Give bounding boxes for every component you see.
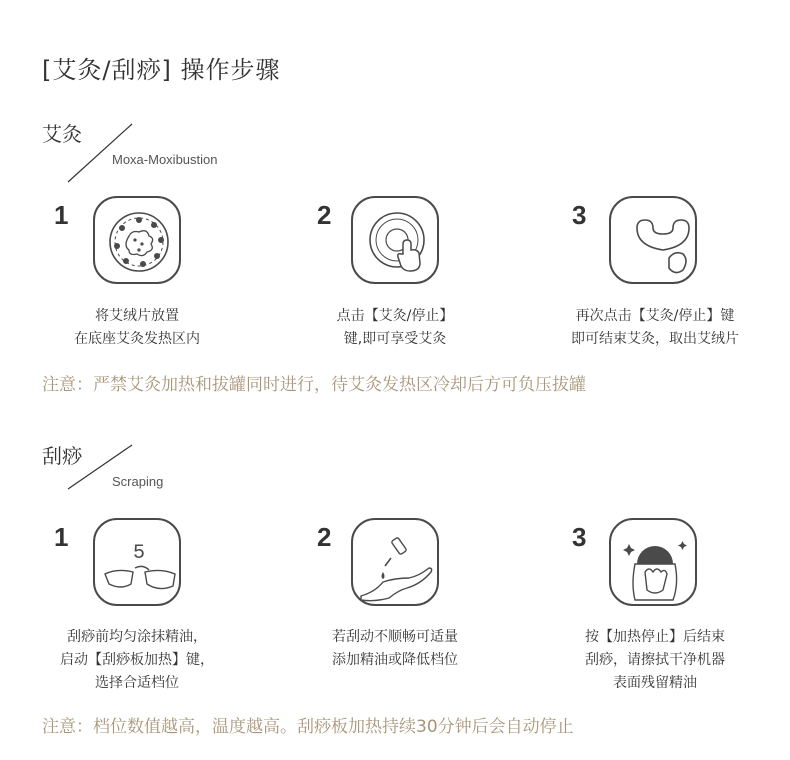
caption-line: 启动【刮痧板加热】键， <box>60 652 214 668</box>
caption-line: 表面残留精油 <box>613 675 697 691</box>
step-number: 1 <box>54 200 69 230</box>
caption-line: 即可结束艾灸，取出艾绒片 <box>571 331 739 347</box>
section-scraping-title: 刮痧 <box>42 444 82 468</box>
caption-line: 选择合适档位 <box>95 675 179 691</box>
step-caption <box>285 626 505 672</box>
caption-line: 键,即可享受艾灸 <box>343 331 447 347</box>
page-title: [艾灸/刮痧] 操作步骤 <box>42 56 281 84</box>
caption-line: 在底座艾灸发热区内 <box>74 331 200 347</box>
section-moxa-title: 艾灸 <box>42 122 82 146</box>
step-number: 3 <box>572 522 587 552</box>
scraping-note: 注意：档位数值越高，温度越高。刮痧板加热持续30分钟后会自动停止 <box>42 717 574 737</box>
caption-line: 将艾绒片放置 <box>95 308 179 324</box>
section-scraping-subtitle: Scraping <box>112 474 164 489</box>
moxa-base-icon <box>93 196 181 284</box>
press-button-icon <box>351 196 439 284</box>
step-caption <box>27 626 247 695</box>
caption-line: 按【加热停止】后结束 <box>585 629 725 645</box>
oil-dropper-icon <box>351 518 439 606</box>
step-number: 3 <box>572 200 587 230</box>
step-number: 2 <box>317 200 332 230</box>
section-moxa-subtitle: Moxa-Moxibustion <box>112 152 218 167</box>
heat-level-digit: 5 <box>132 542 146 565</box>
remove-pad-icon <box>609 196 697 284</box>
step-caption <box>545 305 765 351</box>
step-number: 2 <box>317 522 332 552</box>
wipe-clean-icon <box>609 518 697 606</box>
step-caption <box>545 626 765 695</box>
caption-line: 点击【艾灸/停止】 <box>336 308 454 324</box>
caption-line: 再次点击【艾灸/停止】键 <box>575 308 735 324</box>
caption-line: 刮痧，请擦拭干净机器 <box>585 652 725 668</box>
step-caption <box>27 305 247 351</box>
heat-level-icon <box>93 518 181 606</box>
caption-line: 刮痧前均匀涂抹精油， <box>67 629 207 645</box>
step-number: 1 <box>54 522 69 552</box>
caption-line: 若刮动不顺畅可适量 <box>332 629 458 645</box>
step-caption <box>285 305 505 351</box>
moxa-note: 注意：严禁艾灸加热和拔罐同时进行，待艾灸发热区冷却后方可负压拔罐 <box>42 375 586 395</box>
caption-line: 添加精油或降低档位 <box>332 652 458 668</box>
